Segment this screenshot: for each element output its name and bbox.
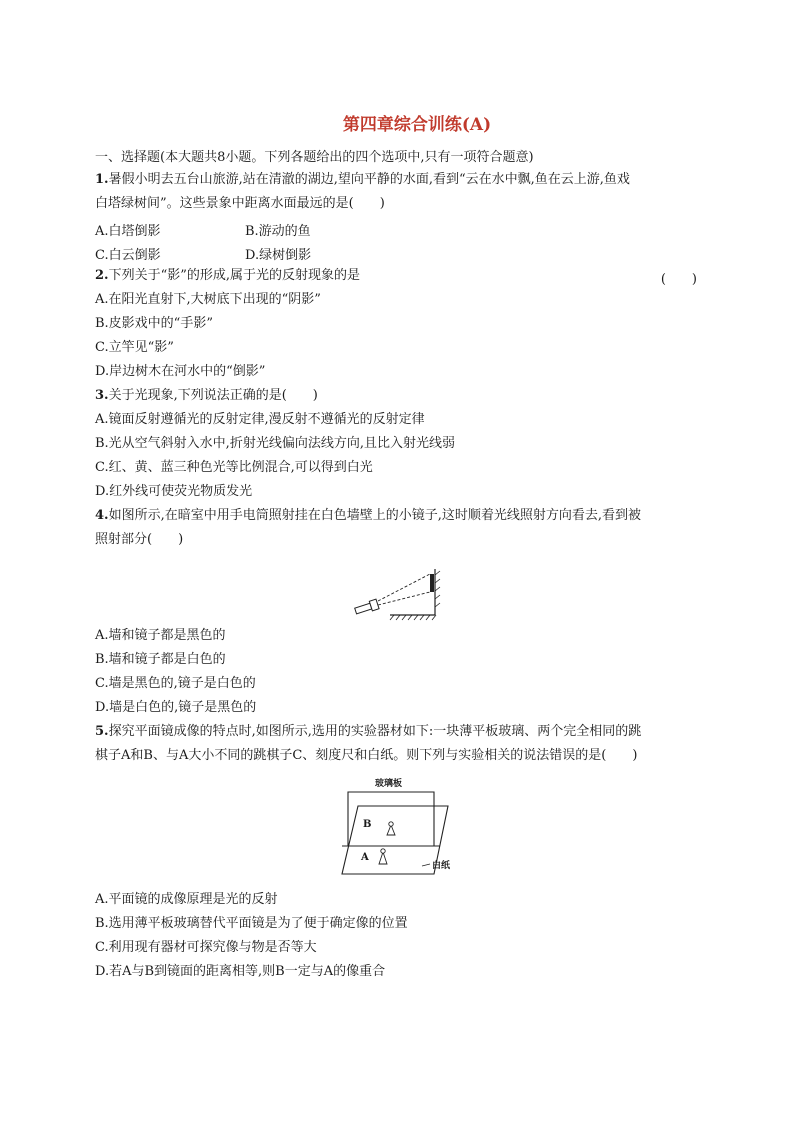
q2-option-a: A.在阳光直射下,大树底下出现的“阴影” — [95, 292, 321, 307]
q4-number: 4. — [95, 508, 109, 523]
q1-options-row1 — [95, 220, 311, 239]
q1-option-b: B.游动的鱼 — [245, 224, 311, 239]
q1-stem-line1: 1.暑假小明去五台山旅游,站在清澈的湖边,望向平静的水面,看到“云在水中飘,鱼在云上游,鱼戏 — [95, 172, 630, 187]
mirror — [430, 574, 434, 592]
q3-option-a: A.镜面反射遵循光的反射定律,漫反射不遵循光的反射定律 — [95, 412, 425, 427]
floor-hatch — [390, 615, 436, 620]
q2-option-c: C.立竿见“影” — [95, 340, 174, 355]
chess-piece-a — [379, 849, 387, 864]
q5-stem-line1: 5.探究平面镜成像的特点时,如图所示,选用的实验器材如下:一块薄平板玻璃、两个完全相同的跳 — [95, 724, 642, 739]
q4-option-a: A.墙和镜子都是黑色的 — [95, 628, 226, 643]
q5-option-c: C.利用现有器材可探究像与物是否等大 — [95, 940, 317, 955]
beam-upper — [378, 574, 430, 601]
q3-option-b: B.光从空气斜射入水中,折射光线偏向法线方向,且比入射光线弱 — [95, 436, 455, 451]
q2-option-d: D.岸边树木在河水中的“倒影” — [95, 364, 266, 379]
q5-stem-line2: 棋子A和B、与A大小不同的跳棋子C、刻度尺和白纸。则下列与实验相关的说法错误的是( ) — [95, 748, 638, 763]
chess-piece-b — [387, 822, 395, 835]
q5-option-b: B.选用薄平板玻璃替代平面镜是为了便于确定像的位置 — [95, 916, 408, 931]
q4-option-d: D.墙是白色的,镜子是黑色的 — [95, 700, 257, 715]
q1-option-c: C.白云倒影 — [95, 248, 161, 263]
q3-option-d: D.红外线可使荧光物质发光 — [95, 484, 253, 499]
q5-option-a: A.平面镜的成像原理是光的反射 — [95, 892, 278, 907]
q2-number: 2. — [95, 268, 109, 283]
q1-option-d: D.绿树倒影 — [245, 248, 312, 263]
flashlight-icon — [354, 599, 379, 616]
q2-option-b: B.皮影戏中的“手影” — [95, 316, 213, 331]
q2-stem: 2.下列关于“影”的形成,属于光的反射现象的是 — [95, 268, 361, 283]
q1-stem-line2: 白塔绿树间”。这些景象中距离水面最远的是( ) — [95, 196, 385, 211]
q4-option-c: C.墙是黑色的,镜子是白色的 — [95, 676, 256, 691]
section-heading: 一、选择题(本大题共8小题。下列各题给出的四个选项中,只有一项符合题意) — [95, 150, 534, 165]
fig-label-glass: 玻璃板 — [375, 779, 403, 789]
q4-option-b: B.墙和镜子都是白色的 — [95, 652, 226, 667]
wall-hatch — [435, 571, 440, 607]
page-title: 第四章综合训练(A) — [342, 115, 492, 135]
q4-stem-line1: 4.如图所示,在暗室中用手电筒照射挂在白色墙壁上的小镜子,这时顺着光线照射方向看去,看到被 — [95, 508, 641, 523]
q2-answer-paren: ( ) — [660, 272, 697, 287]
fig-label-a: A — [361, 852, 369, 863]
q3-stem: 3.关于光现象,下列说法正确的是( ) — [95, 388, 318, 403]
plane-mirror-figure — [330, 776, 465, 882]
fig-label-paper: 白纸 — [432, 861, 451, 871]
q5-number: 5. — [95, 724, 109, 739]
q1-options-row2 — [95, 244, 311, 263]
fig-label-b: B — [363, 819, 372, 830]
q1-option-a: A.白塔倒影 — [95, 224, 161, 239]
q3-number: 3. — [95, 388, 109, 403]
q1-number: 1. — [95, 172, 109, 187]
flashlight-mirror-figure — [350, 565, 450, 623]
q5-option-d: D.若A与B到镜面的距离相等,则B一定与A的像重合 — [95, 964, 386, 979]
q3-option-c: C.红、黄、蓝三种色光等比例混合,可以得到白光 — [95, 460, 373, 475]
q4-stem-line2: 照射部分( ) — [95, 532, 184, 547]
beam-lower — [378, 592, 430, 605]
